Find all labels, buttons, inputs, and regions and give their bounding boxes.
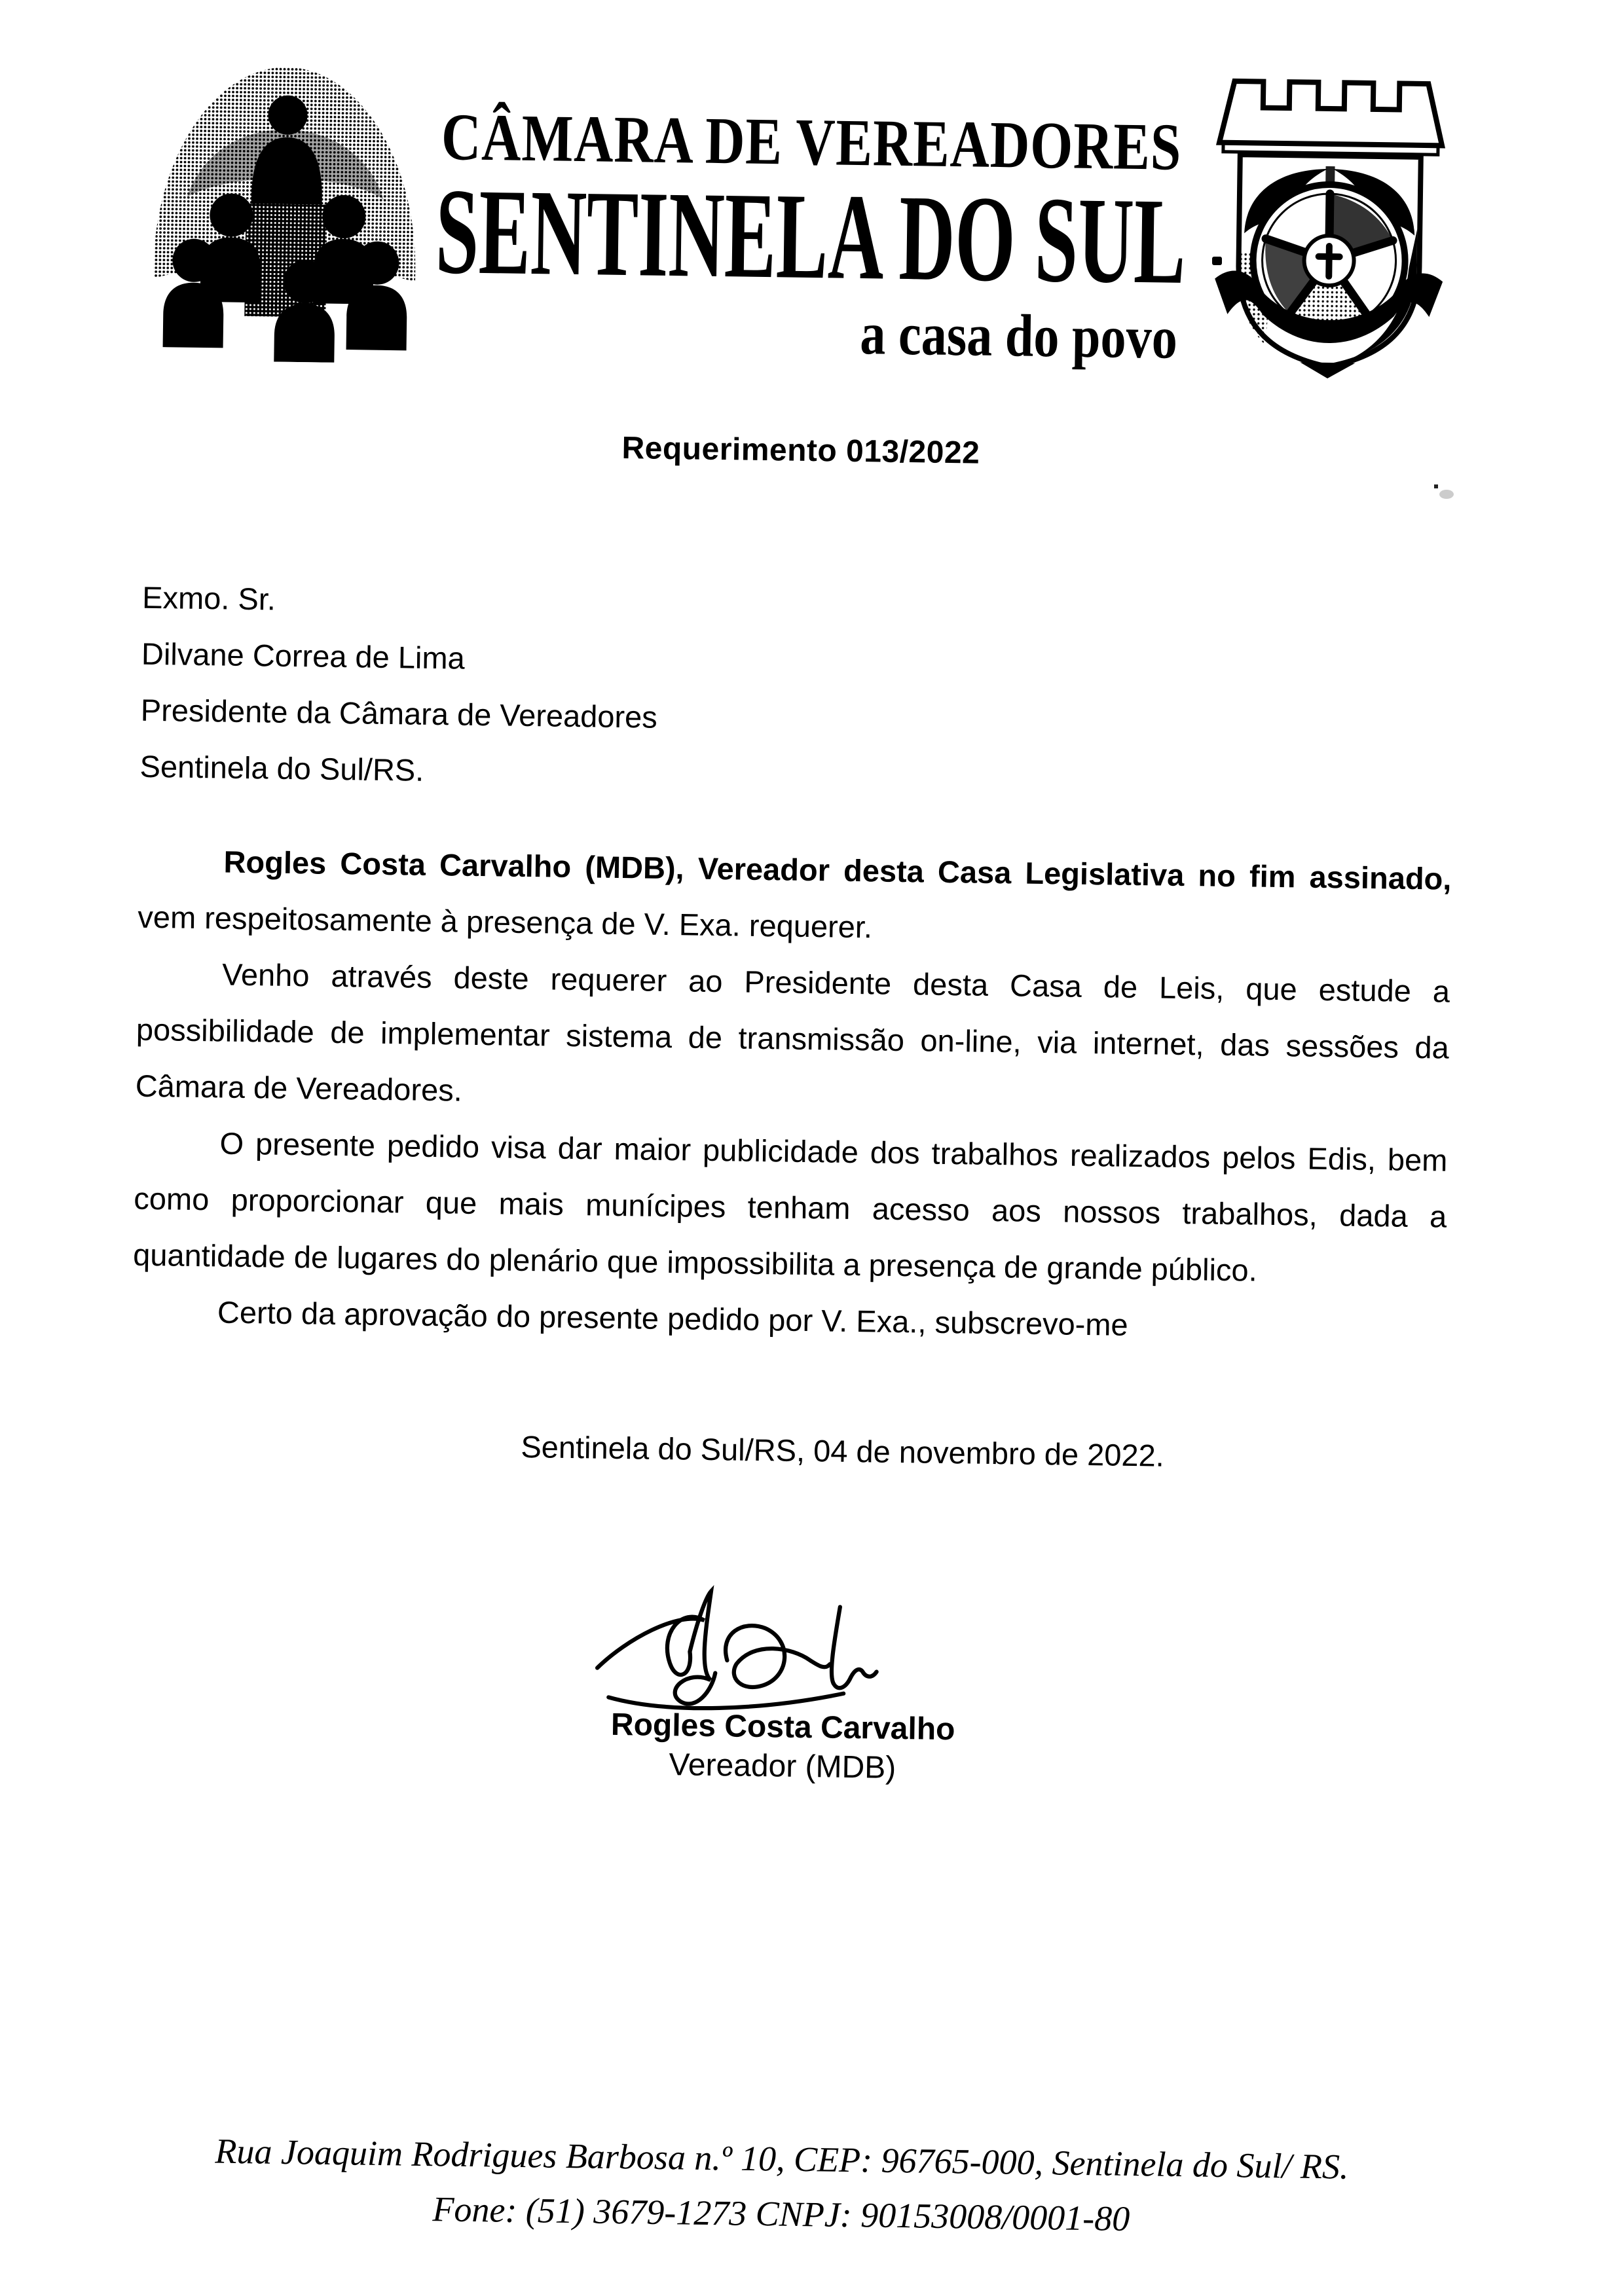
- scan-speck: [1439, 490, 1454, 499]
- signer-role: Vereador (MDB): [669, 1747, 896, 1785]
- municipal-coat-of-arms-icon: [1196, 69, 1463, 380]
- addressee-role: Presidente da Câmara de Vereadores: [140, 692, 658, 735]
- signature-block: [126, 1569, 1441, 1796]
- handwritten-signature-icon: [568, 1575, 937, 1732]
- organization-tagline: a casa do povo: [859, 299, 1178, 371]
- assembly-session-logo-icon: [145, 43, 425, 364]
- paragraph-intro: [138, 833, 1452, 964]
- organization-name-line2: SENTINELA DO SUL: [434, 162, 1187, 310]
- addressee-block: [139, 570, 1456, 813]
- letterhead-titles: [420, 46, 1201, 371]
- scan-speck: [1434, 484, 1438, 488]
- addressee-salutation: Exmo. Sr.: [141, 579, 276, 617]
- paragraph-closing: Certo da aprovação do presente pedido por V. Exa., subscrevo-me: [217, 1294, 1129, 1342]
- letter-body: [132, 833, 1452, 1358]
- scan-speck: [1212, 257, 1222, 265]
- addressee-name: Dilvane Correa de Lima: [141, 636, 466, 676]
- paragraph-intro-bold: Rogles Costa Carvalho (MDB), Vereador desta Casa Legislativa no fim assinado,: [223, 844, 1452, 896]
- letterhead-footer: [47, 2121, 1515, 2251]
- paragraph-intro-rest: vem respeitosamente à presença de V. Exa. requerer.: [138, 899, 873, 945]
- signer-name: Rogles Costa Carvalho: [610, 1707, 955, 1747]
- addressee-city: Sentinela do Sul/RS.: [139, 748, 424, 788]
- document-title: Requerimento 013/2022: [621, 430, 980, 471]
- organization-name-line1: CÂMARA DE VEREADORES: [441, 100, 1183, 185]
- paragraph-request: Venho através deste requerer ao Presidente desta Casa de Leis, que estude a possibilidade de implementar sistema de transmissão on-line, via internet, das sessões da Câmara de Vereadores.: [135, 957, 1450, 1108]
- letterhead: [145, 43, 1463, 395]
- paragraph-justification: O presente pedido visa dar maior publicidade dos trabalhos realizados pelos Edis, bem como proporcionar que mais munícipes tenham acesso aos nossos trabalhos, dada a quantidade de lugares do plenário que impossibilita a presença de grande público.: [132, 1125, 1448, 1288]
- date-line: Sentinela do Sul/RS, 04 de novembro de 2022.: [521, 1429, 1165, 1473]
- footer-address: Rua Joaquim Rodrigues Barbosa n.º 10, CEP: 96765-000, Sentinela do Sul/ RS.: [215, 2131, 1349, 2187]
- footer-contact: Fone: (51) 3679-1273 CNPJ: 90153008/0001-80: [432, 2189, 1130, 2239]
